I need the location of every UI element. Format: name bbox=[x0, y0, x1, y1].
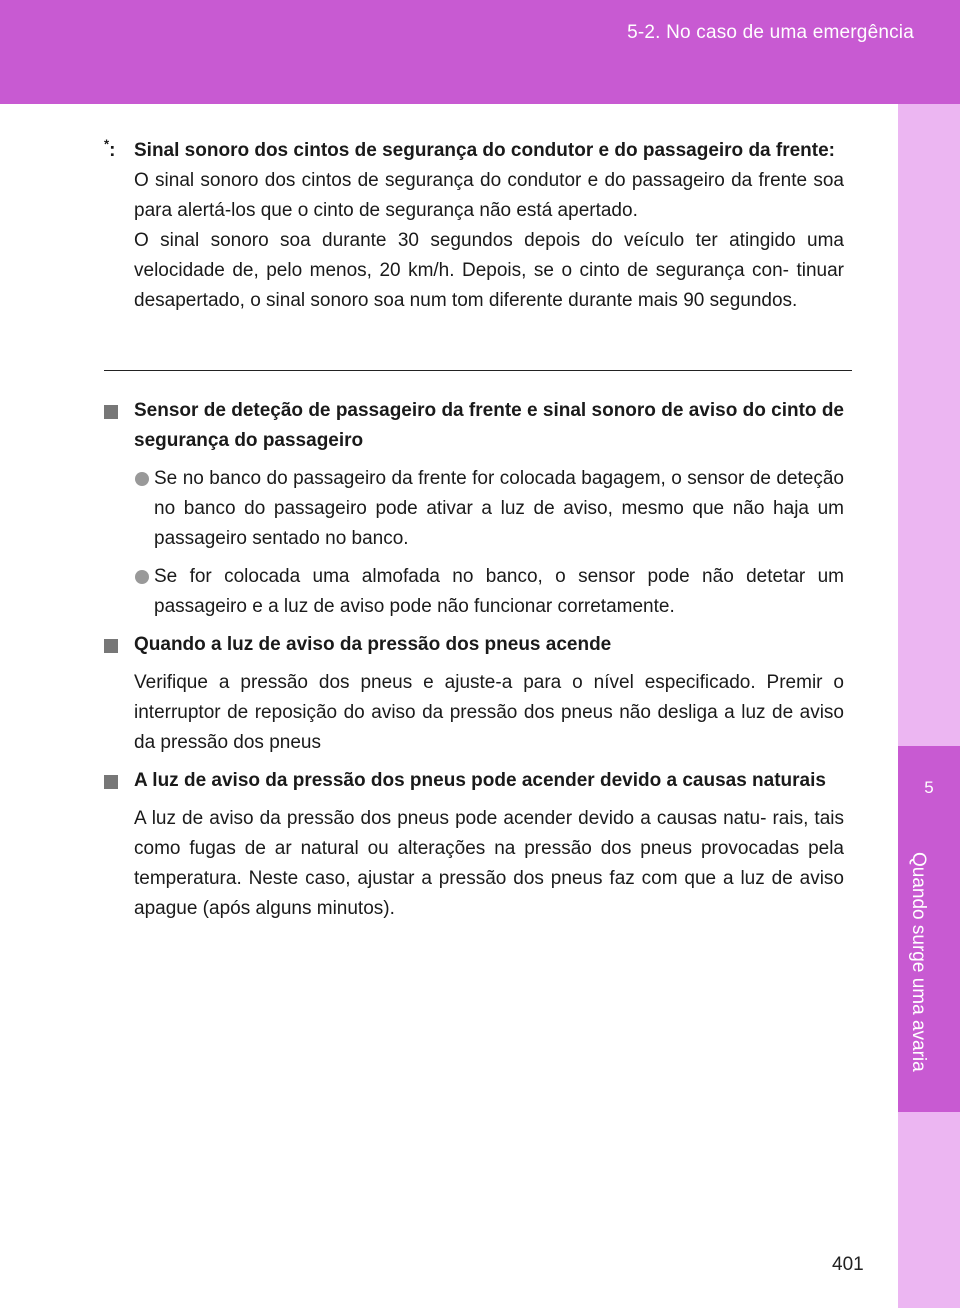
header-band bbox=[0, 0, 960, 104]
square-bullet-icon bbox=[104, 639, 118, 653]
section-tire-pressure-light bbox=[104, 630, 844, 758]
page-number: 401 bbox=[832, 1254, 864, 1275]
side-strip bbox=[898, 104, 960, 1308]
list-item: Se for colocada uma almofada no banco, o sensor pode não detetar um passageiro e a luz de aviso pode não funcionar corretamente. bbox=[134, 562, 844, 622]
footnote-text: O sinal sonoro dos cintos de segurança do condutor e do passageiro da frente soa para alertá-los que o cinto de segurança não está apertado. bbox=[134, 170, 844, 221]
list-item: Se no banco do passageiro da frente for colocada bagagem, o sensor de deteção no banco do passageiro pode ativar a luz de aviso, mesmo que não haja um passageiro sentado no banco. bbox=[134, 464, 844, 554]
divider bbox=[104, 370, 852, 371]
section-paragraph: Verifique a pressão dos pneus e ajuste-a para o nível especificado. Premir o interruptor de reposição do aviso da pressão dos pneus não desliga a luz de aviso da pressão dos pneus bbox=[134, 672, 844, 753]
footnote-title: Sinal sonoro dos cintos de segurança do condutor e do passageiro da frente: bbox=[134, 140, 836, 161]
chapter-label: Quando surge uma avaria bbox=[908, 852, 929, 1072]
footnote-text: O sinal sonoro soa durante 30 segundos depois do veículo ter atingido uma velocidade de, pelo menos, 20 km/h. Depois, se o cinto de segurança con- tinuar desapertado, o sinal sonoro soa num tom diferente durante mais 90 segundos. bbox=[134, 230, 844, 311]
square-bullet-icon bbox=[104, 405, 118, 419]
chapter-number: 5 bbox=[924, 778, 934, 797]
section-heading: Quando a luz de aviso da pressão dos pneus acende bbox=[134, 630, 844, 660]
page-content bbox=[104, 136, 844, 932]
circle-bullet-icon bbox=[135, 570, 149, 584]
section-natural-causes bbox=[104, 766, 844, 924]
section-heading: A luz de aviso da pressão dos pneus pode acender devido a causas naturais bbox=[134, 766, 844, 796]
section-paragraph: A luz de aviso da pressão dos pneus pode acender devido a causas natu- rais, tais como fugas de ar natural ou alterações na pressão dos pneus provocadas pela temperatura. Neste caso, ajustar a pressão dos pneus faz com que a luz de aviso apague (após alguns minutos). bbox=[134, 808, 844, 919]
section-heading: Sensor de deteção de passageiro da frente e sinal sonoro de aviso do cinto de segurança do passageiro bbox=[134, 396, 844, 456]
section-title: 5-2. No caso de uma emergência bbox=[627, 22, 914, 43]
footnote bbox=[104, 136, 844, 316]
circle-bullet-icon bbox=[135, 472, 149, 486]
footnote-marker: *: bbox=[104, 136, 116, 161]
square-bullet-icon bbox=[104, 775, 118, 789]
section-passenger-sensor bbox=[104, 396, 844, 622]
